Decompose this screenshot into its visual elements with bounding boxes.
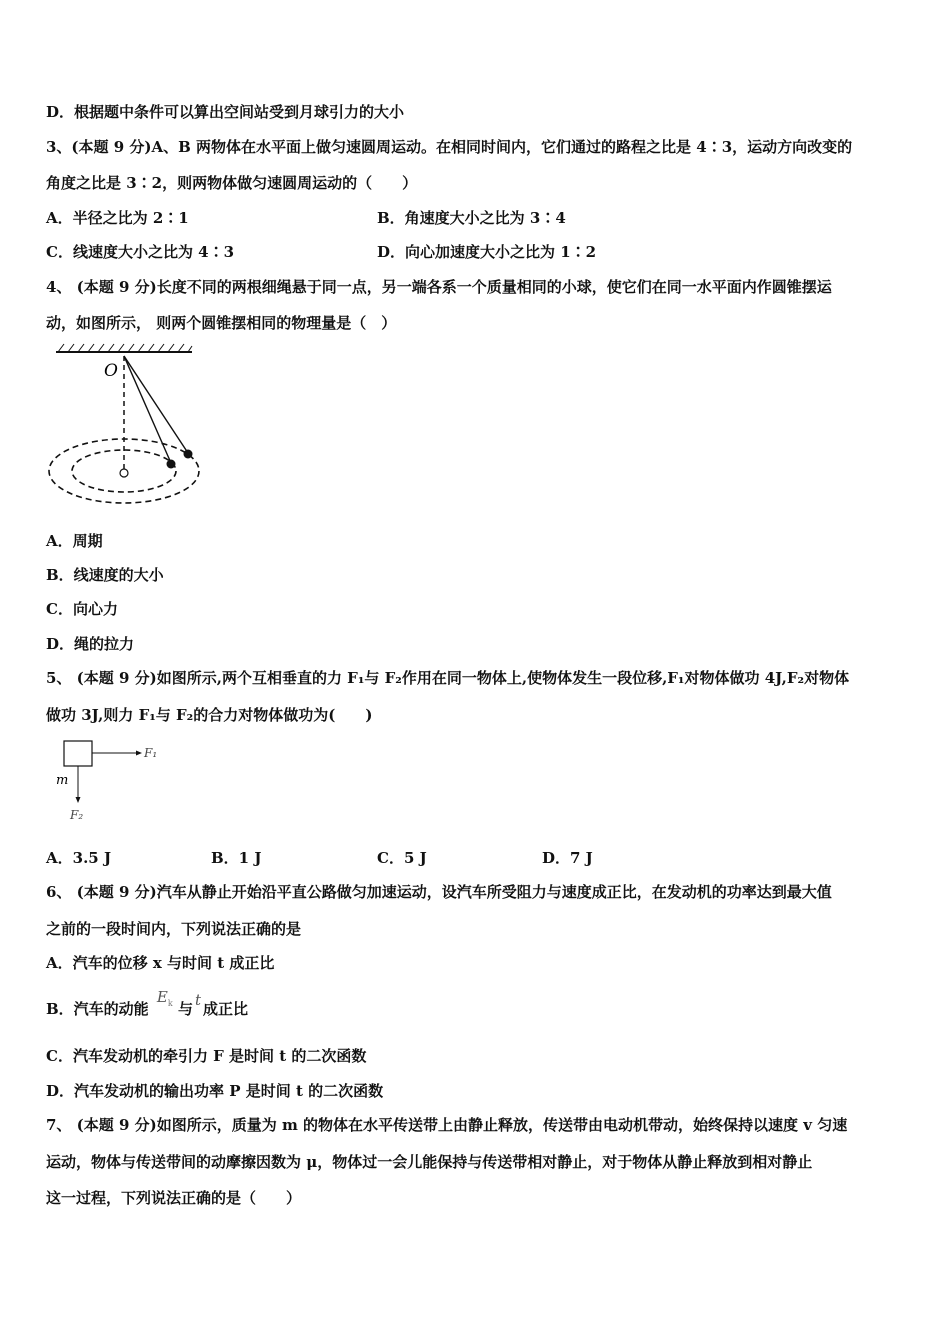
label-m: m [56, 773, 69, 788]
q2-option-d: D．根据题中条件可以算出空间站受到月球引力的大小 [46, 103, 405, 121]
q5-option-a: A．3.5 J [46, 849, 112, 867]
arrow-f2-head [76, 797, 81, 803]
label-f1: F₁ [144, 746, 158, 760]
q6-stem-line1: 6、 (本题 9 分)汽车从静止开始沿平直公路做匀加速运动，设汽车所受阻力与速度成正比，在发动机的功率达到最大值 [46, 883, 832, 901]
symbol-k-subscript: k [167, 999, 173, 1008]
label-f2: F₂ [70, 808, 84, 822]
q4-option-b: B．线速度的大小 [46, 566, 164, 584]
symbol-t: t [194, 991, 202, 1009]
force-diagram-figure [50, 735, 170, 825]
q4-option-a: A．周期 [46, 532, 103, 550]
arrow-f1-head [136, 751, 142, 756]
q6-option-d: D．汽车发动机的输出功率 P 是时间 t 的二次函数 [46, 1082, 384, 1100]
q3-stem-line2: 角度之比是 3∶2，则两物体做匀速圆周运动的（ ） [46, 174, 418, 192]
q5-option-b: B．1 J [211, 849, 262, 867]
q4-stem-line2: 动，如图所示， 则两个圆锥摆相同的物理量是（ ） [46, 314, 397, 332]
long-string [124, 356, 188, 453]
q5-option-d: D．7 J [542, 849, 593, 867]
q7-stem-line2: 运动，物体与传送带间的动摩擦因数为 μ，物体过一会儿能保持与传送带相对静止，对于物体从静止释放到相对静止 [46, 1153, 813, 1171]
ceiling-hatch [58, 344, 192, 352]
q6-option-b-mid: 与 [177, 1000, 193, 1018]
conical-pendulum-figure [44, 342, 214, 517]
q3-stem-line1: 3、(本题 9 分)A、B 两物体在水平面上做匀速圆周运动。在相同时间内，它们通过的路程之比是 4∶3，运动方向改变的 [46, 138, 853, 156]
q7-stem-line1: 7、 (本题 9 分)如图所示，质量为 m 的物体在水平传送带上由静止释放，传送带由电动机带动，始终保持以速度 v 匀速 [46, 1116, 848, 1134]
circle-center [120, 469, 128, 477]
short-string [124, 356, 171, 463]
ball-inner [167, 460, 176, 469]
q4-option-d: D．绳的拉力 [46, 635, 135, 653]
symbol-e: E [156, 988, 168, 1006]
q4-stem-line1: 4、 (本题 9 分)长度不同的两根细绳悬于同一点，另一端各系一个质量相同的小球，使它们在同一水平面内作圆锥摆运 [46, 278, 832, 296]
q5-option-c: C．5 J [377, 849, 427, 867]
q6-stem-line2: 之前的一段时间内，下列说法正确的是 [46, 920, 302, 938]
q7-stem-line3: 这一过程，下列说法正确的是（ ） [46, 1189, 302, 1207]
q3-option-c: C．线速度大小之比为 4∶3 [46, 243, 235, 261]
block-m [64, 741, 92, 766]
ball-outer [184, 450, 193, 459]
q3-option-b: B．角速度大小之比为 3∶4 [377, 209, 566, 227]
q3-option-d: D．向心加速度大小之比为 1∶2 [377, 243, 597, 261]
q6-option-b [46, 988, 249, 1022]
q6-option-a: A．汽车的位移 x 与时间 t 成正比 [46, 954, 275, 972]
q3-option-a: A．半径之比为 2∶1 [46, 209, 189, 227]
q5-stem-line1: 5、 (本题 9 分)如图所示,两个互相垂直的力 F₁与 F₂作用在同一物体上,使物体发生一段位移,F₁对物体做功 4J,F₂对物体 [46, 669, 850, 687]
q6-option-c: C．汽车发动机的牵引力 F 是时间 t 的二次函数 [46, 1047, 367, 1065]
q6-option-b-pre: B．汽车的动能 [46, 1000, 149, 1018]
q4-option-c: C．向心力 [46, 600, 118, 618]
q5-stem-line2: 做功 3J,则力 F₁与 F₂的合力对物体做功为( ) [46, 706, 373, 724]
q6-option-b-post: 成正比 [203, 1000, 249, 1018]
pivot-label-o: O [104, 361, 118, 381]
